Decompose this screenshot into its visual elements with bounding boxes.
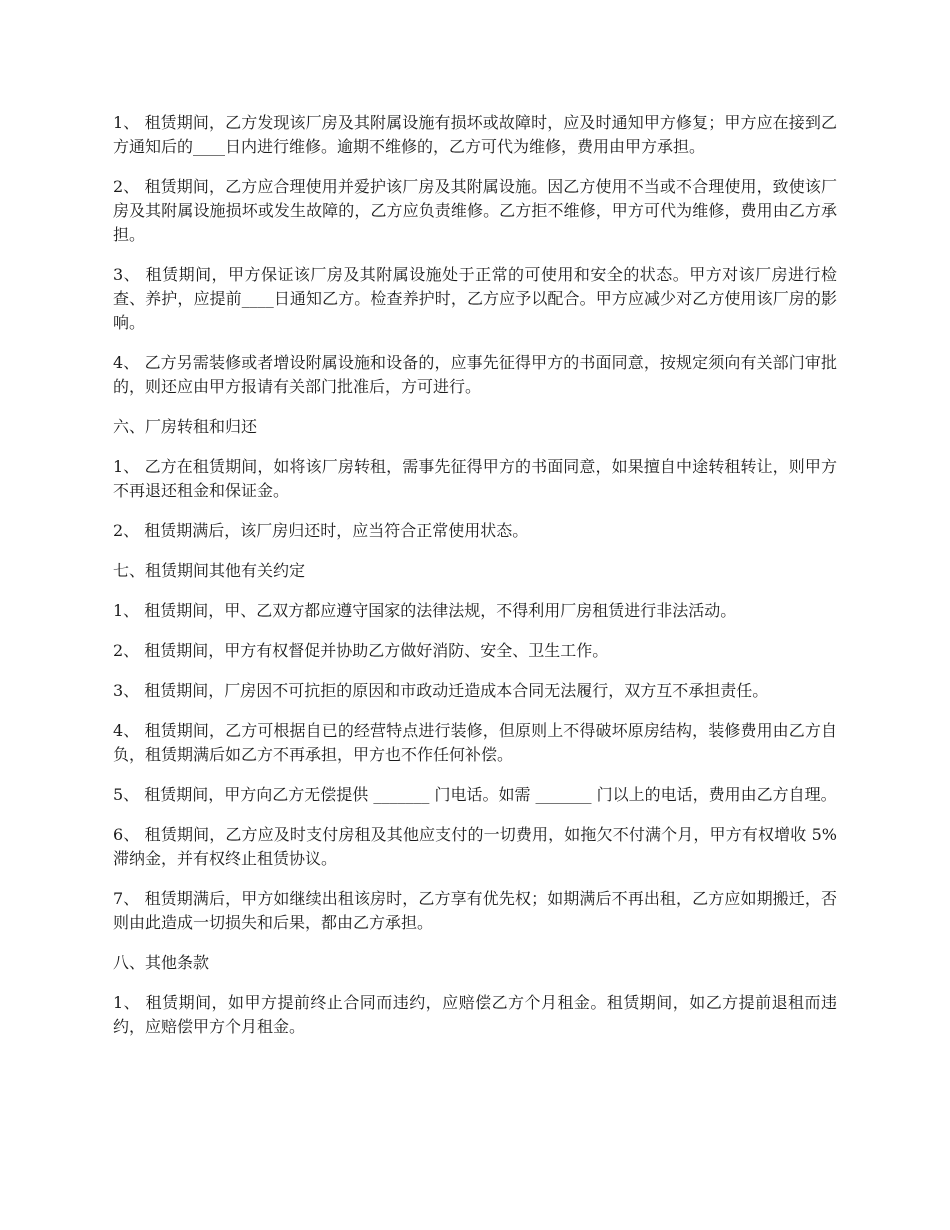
clause-7-5: 5、 租赁期间，甲方向乙方无偿提供 _______ 门电话。如需 _______ 门以上的电话，费用由乙方自理。 — [113, 785, 837, 804]
clause-7-4: 4、 租赁期间，乙方可根据自已的经营特点进行装修，但原则上不得破坏原房结构，装修费用由乙方自负，租赁期满后如乙方不再承担，甲方也不作任何补偿。 — [113, 721, 837, 764]
section-heading-8: 八、其他条款 — [113, 953, 210, 972]
clause-5-3: 3、 租赁期间，甲方保证该厂房及其附属设施处于正常的可使用和安全的状态。甲方对该厂房进行检查、养护，应提前____日通知乙方。检查养护时，乙方应予以配合。甲方应减少对乙方使用该厂房的影响。 — [113, 265, 837, 332]
clause-7-1: 1、 租赁期间，甲、乙双方都应遵守国家的法律法规，不得利用厂房租赁进行非法活动。 — [113, 601, 737, 620]
clause-7-7: 7、 租赁期满后，甲方如继续出租该房时，乙方享有优先权；如期满后不再出租，乙方应如期搬迁，否则由此造成一切损失和后果，都由乙方承担。 — [113, 889, 837, 932]
clause-8-1: 1、 租赁期间，如甲方提前终止合同而违约，应赔偿乙方个月租金。租赁期间，如乙方提前退租而违约，应赔偿甲方个月租金。 — [113, 993, 837, 1036]
clause-6-1: 1、 乙方在租赁期间，如将该厂房转租，需事先征得甲方的书面同意，如果擅自中途转租转让，则甲方不再退还租金和保证金。 — [113, 457, 837, 500]
section-heading-7: 七、租赁期间其他有关约定 — [113, 561, 306, 580]
section-heading-6: 六、厂房转租和归还 — [113, 417, 258, 436]
document-body — [113, 111, 837, 1055]
clause-7-2: 2、 租赁期间，甲方有权督促并协助乙方做好消防、安全、卫生工作。 — [113, 641, 609, 660]
clause-6-2: 2、 租赁期满后，该厂房归还时，应当符合正常使用状态。 — [113, 521, 529, 540]
clause-5-2: 2、 租赁期间，乙方应合理使用并爱护该厂房及其附属设施。因乙方使用不当或不合理使用，致使该厂房及其附属设施损坏或发生故障的，乙方应负责维修。乙方拒不维修，甲方可代为维修，费用由乙方承担。 — [113, 177, 837, 244]
clause-5-1: 1、 租赁期间，乙方发现该厂房及其附属设施有损坏或故障时，应及时通知甲方修复；甲方应在接到乙方通知后的____日内进行维修。逾期不维修的，乙方可代为维修，费用由甲方承担。 — [113, 113, 837, 156]
clause-7-3: 3、 租赁期间，厂房因不可抗拒的原因和市政动迁造成本合同无法履行，双方互不承担责任。 — [113, 681, 769, 700]
clause-7-6: 6、 租赁期间，乙方应及时支付房租及其他应支付的一切费用，如拖欠不付满个月，甲方有权增收 5%滞纳金，并有权终止租赁协议。 — [113, 825, 837, 868]
clause-5-4: 4、 乙方另需装修或者增设附属设施和设备的，应事先征得甲方的书面同意，按规定须向有关部门审批的，则还应由甲方报请有关部门批准后，方可进行。 — [113, 353, 837, 396]
